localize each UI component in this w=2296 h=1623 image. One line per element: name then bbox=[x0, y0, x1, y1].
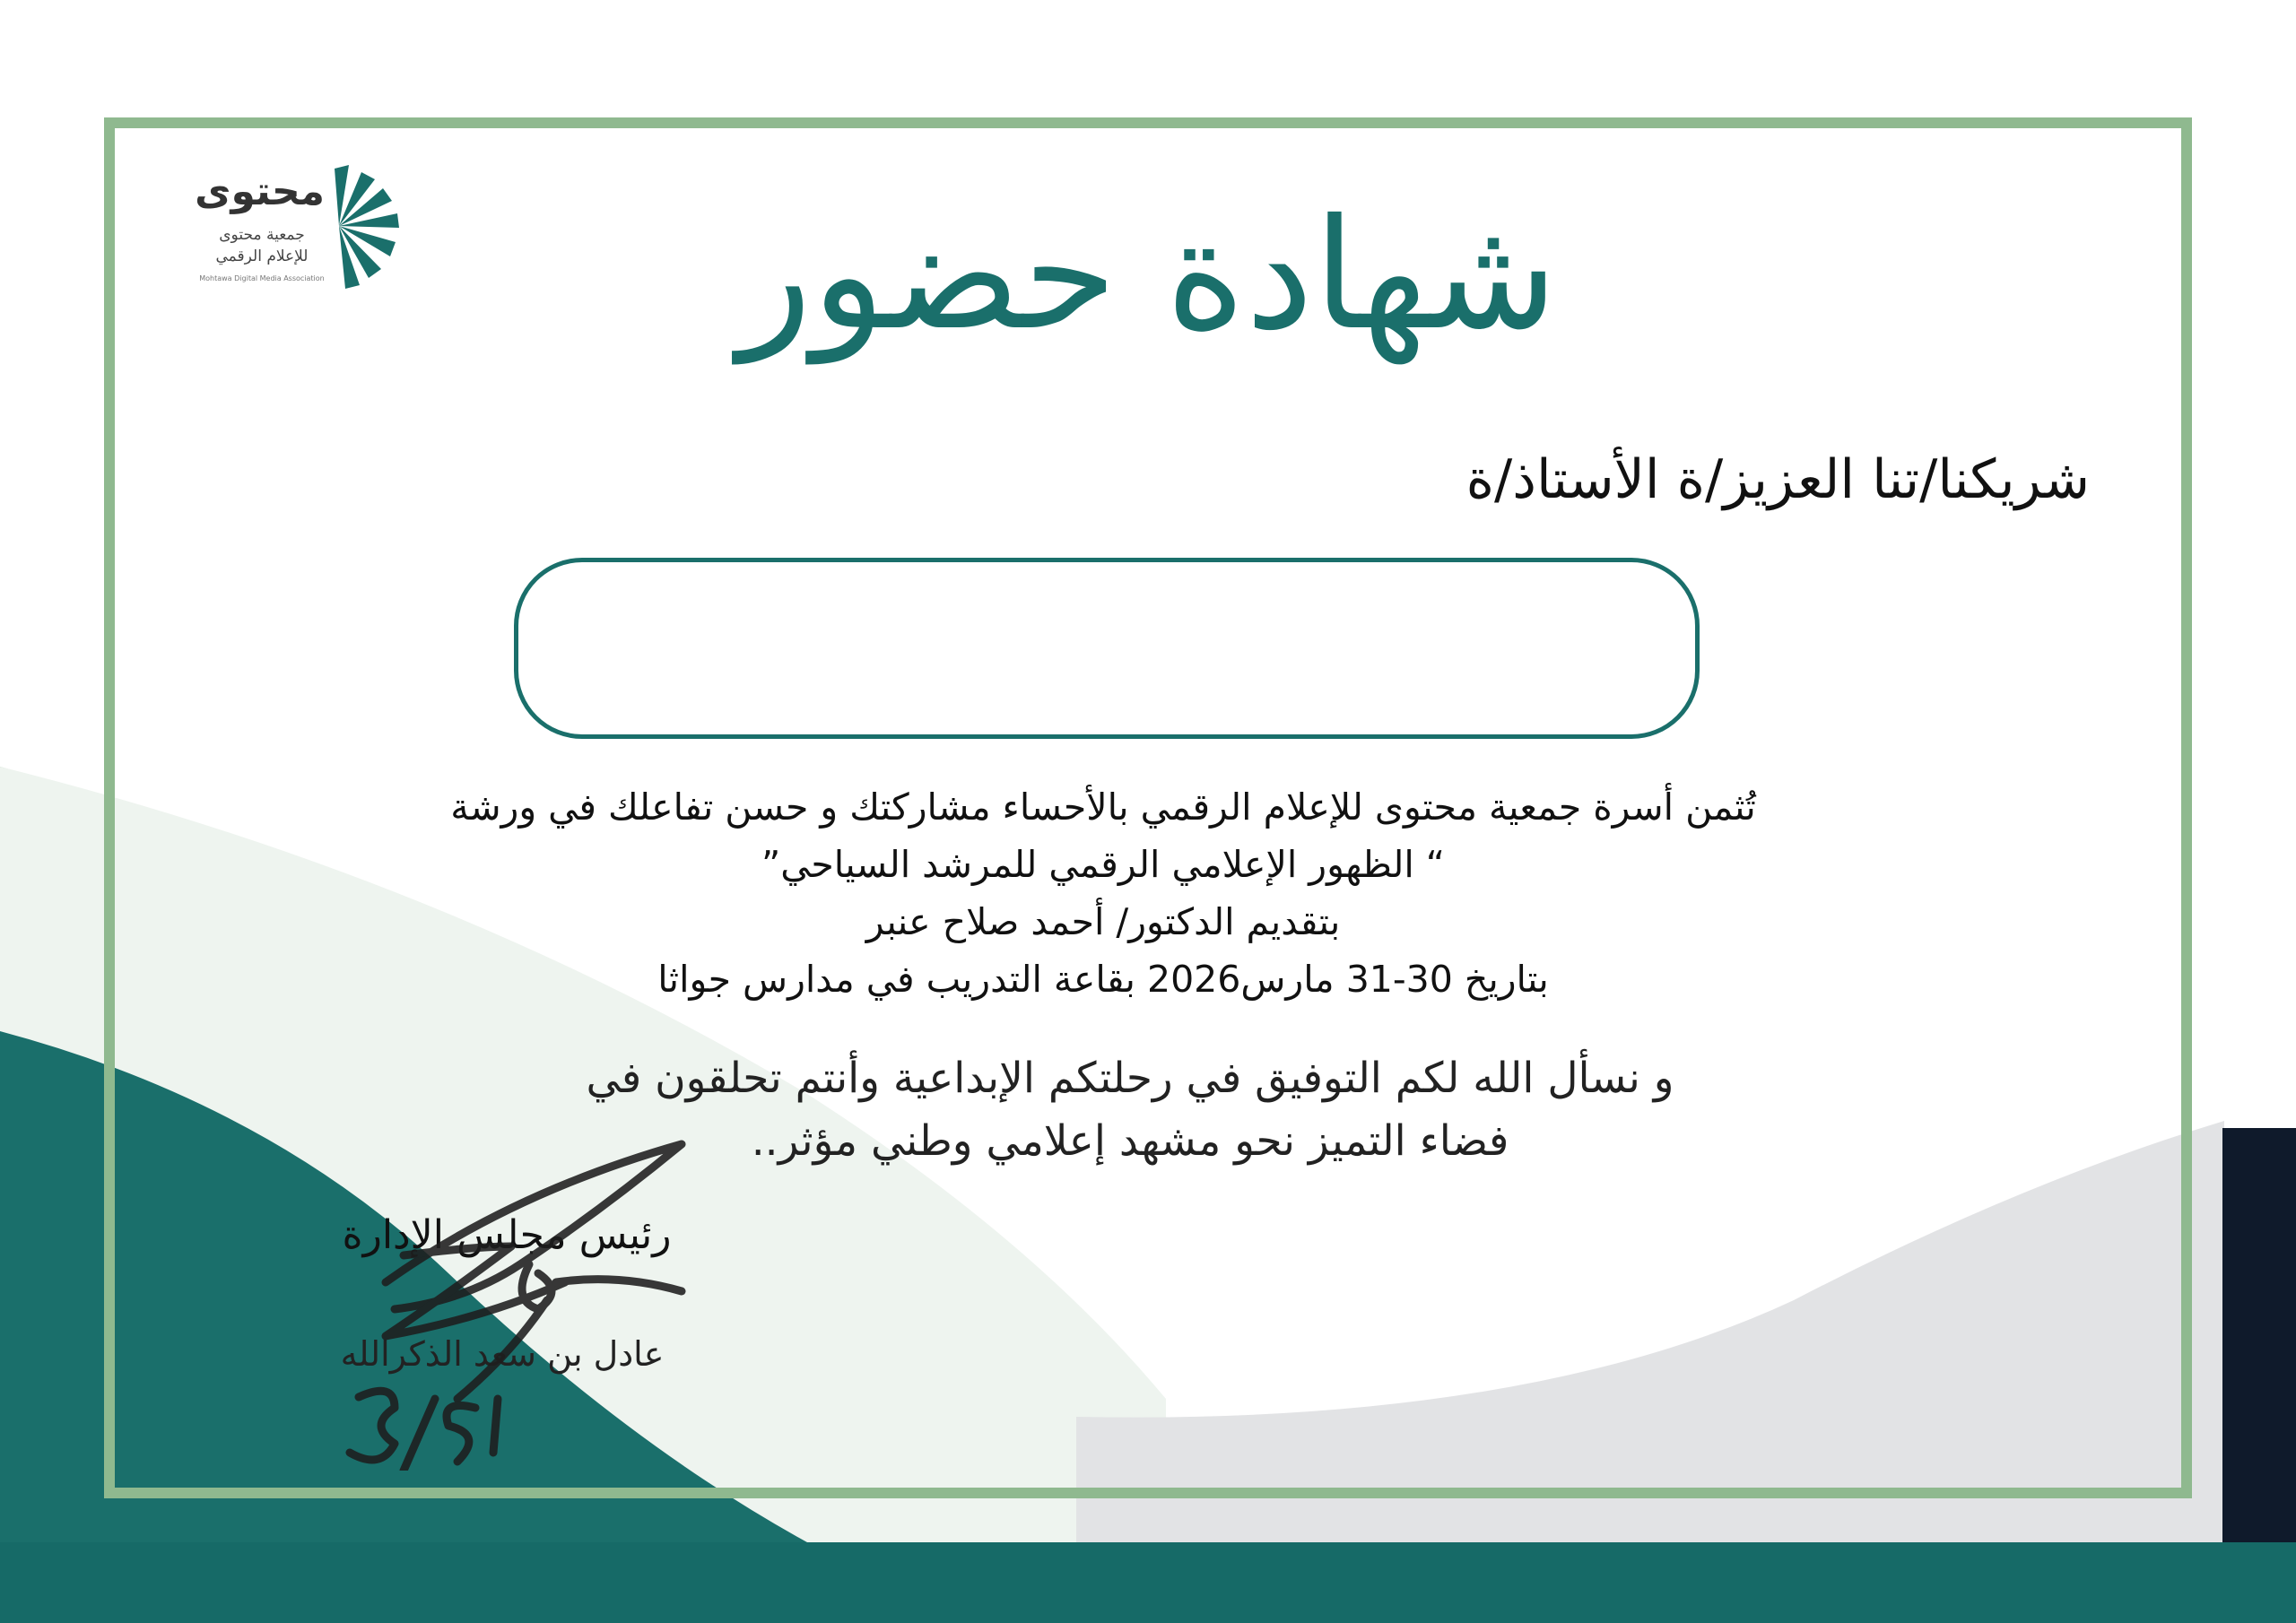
certificate-body bbox=[341, 778, 1866, 1008]
signer-name: عادل بن سعد الذكرالله bbox=[340, 1334, 665, 1374]
logo-english-name: Mohtawa Digital Media Association bbox=[199, 274, 325, 282]
logo-wordmark: محتوى bbox=[195, 169, 325, 214]
wish-line: و نسأل الله لكم التوفيق في رحلتكم الإبداعية وأنتم تحلقون في bbox=[586, 1054, 1674, 1103]
signer-title: رئيس مجلس الإدارة bbox=[342, 1212, 672, 1258]
certificate-title: شهادة حضور bbox=[738, 187, 1558, 364]
recipient-label: شريكنا/تنا العزيز/ة الأستاذ/ة bbox=[1465, 448, 2090, 511]
body-line: “ الظهور الإعلامي الرقمي للمرشد السياحي” bbox=[761, 843, 1445, 886]
body-line: بتقديم الدكتور/ أحمد صلاح عنبر bbox=[865, 900, 1341, 943]
body-line: تُثمن أسرة جمعية محتوى للإعلام الرقمي بالأحساء مشاركتك و حسن تفاعلك في ورشة bbox=[450, 785, 1756, 829]
wish-line: فضاء التميز نحو مشهد إعلامي وطني مؤثر.. bbox=[751, 1116, 1509, 1166]
body-line: بتاريخ 30-31 مارس2026 بقاعة التدريب في مدارس جواثا bbox=[657, 958, 1549, 1001]
logo-subtitle-line1: جمعية محتوى bbox=[219, 226, 305, 244]
handwritten-signature bbox=[332, 1139, 691, 1471]
logo-subtitle-line2: للإعلام الرقمي bbox=[215, 247, 309, 265]
recipient-name-box bbox=[514, 558, 1700, 739]
